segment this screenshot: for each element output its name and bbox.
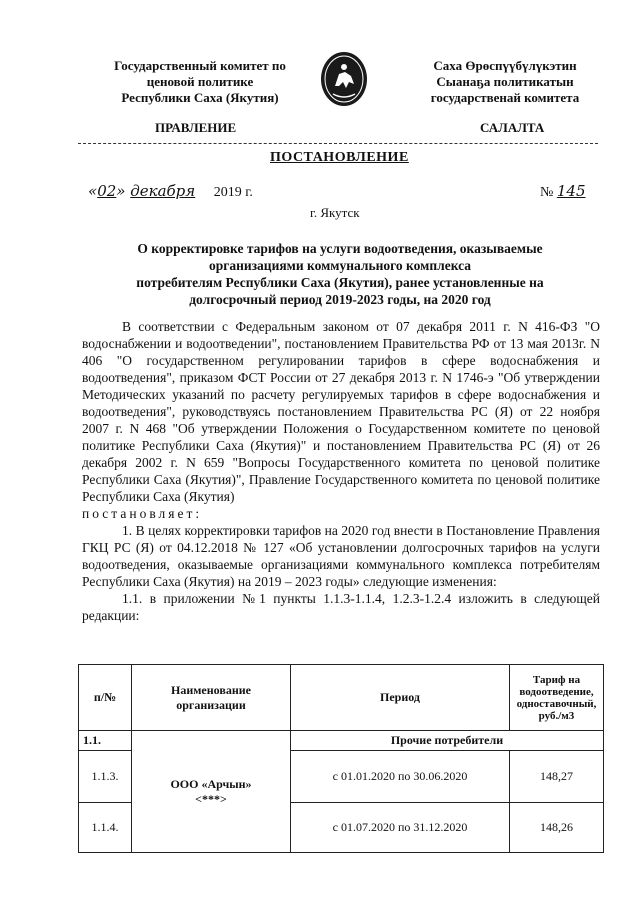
tariff-table <box>78 664 604 853</box>
header-org: Наименование организации <box>132 665 291 731</box>
row-period: с 01.07.2020 по 31.12.2020 <box>291 803 510 853</box>
section-num: 1.1. <box>79 731 132 751</box>
header-left-line: Республики Саха (Якутия) <box>121 90 279 105</box>
header-right <box>405 58 605 106</box>
header-right-body: САЛАЛТА <box>480 120 545 135</box>
doc-date: «02» декабря 2019 г. <box>88 182 253 200</box>
subject-line: О корректировке тарифов на услуги водоотведения, оказываемые <box>137 241 543 256</box>
subject-line: организациями коммунального комплекса <box>208 258 472 273</box>
subject-line: потребителям Республики Саха (Якутия), ранее установленные на <box>136 275 544 290</box>
row-period: с 01.01.2020 по 30.06.2020 <box>291 751 510 803</box>
doc-body <box>82 318 600 624</box>
date-month: декабря <box>130 182 196 200</box>
header-left-line: Государственный комитет по <box>114 58 286 73</box>
header-right-line: Сыанаҕа политикатын <box>436 74 574 89</box>
item-1-paragraph: 1. В целях корректировки тарифов на 2020 год внести в Постановление Правления ГКЦ РС (Я) от 04.12.2018 № 127 «Об установлении долгосрочных тарифов на услуги водоотведения, оказываемые организациями коммунального комплекса потребителям Республики Саха (Якутия) на 2019 – 2023 годы» следующие изменения: <box>82 523 600 589</box>
emblem-seal <box>319 50 369 108</box>
row-tariff: 148,26 <box>510 803 604 853</box>
org-cell <box>132 731 291 853</box>
item-1-1-paragraph: 1.1. в приложении №1 пункты 1.1.3-1.1.4, 1.2.3-1.2.4 изложить в следующей редакции: <box>82 591 600 623</box>
date-day: 02 <box>97 182 117 200</box>
header-left-line: ценовой политике <box>146 74 254 89</box>
row-num: 1.1.4. <box>79 803 132 853</box>
number-value: 145 <box>556 182 586 200</box>
table-header-row <box>79 665 604 731</box>
subject-line: долгосрочный период 2019-2023 годы, на 2020 год <box>189 292 491 307</box>
preamble-paragraph: В соответствии с Федеральным законом от 07 декабря 2011 г. N 416-ФЗ "О водоснабжении и водоотведении", постановлением Правительства РФ от 13 мая 2013г. N 406 "О государственном регулировании тарифов в сфере водоснабжения и водоотведения", приказом ФСТ России от 27 декабря 2013 г. N 1746-э "Об утверждении Методических указаний по расчету регулируемых тарифов в сфере водоснабжения и водоотведения", руководствуясь постановлением Правительства РС (Я) от 22 ноября 2007 г. N 468 "Об утверждении Положения о Государственном комитете по ценовой политике Республики Саха (Якутия)" и постановлением Правительства РС (Я) от 26 декабря 2002 г. N 659 "Вопросы Государственного комитета по ценовой политике Республики Саха (Якутия)", Правление Государственного комитета по ценовой политике Республики Саха (Якутия) <box>82 319 600 504</box>
header-left <box>100 58 300 106</box>
row-num: 1.1.3. <box>79 751 132 803</box>
header-left-body: ПРАВЛЕНИЕ <box>155 120 237 135</box>
header-divider <box>78 143 598 144</box>
header-right-line: Саха Өрөспүүбүлүкэтин <box>433 58 577 73</box>
org-note: <***> <box>195 791 227 806</box>
date-year: 2019 г. <box>213 185 253 200</box>
doc-number <box>540 182 586 201</box>
header-num: п/№ <box>79 665 132 731</box>
header-tariff: Тариф на водоотведение, одноставочный, руб./м3 <box>510 665 604 731</box>
number-prefix: № <box>540 185 554 200</box>
org-name: ООО «Арчын» <box>170 776 252 791</box>
doc-title: ПОСТАНОВЛЕНИЕ <box>270 150 409 165</box>
resolves-text: постановляет: <box>82 506 203 521</box>
doc-city: г. Якутск <box>310 205 360 220</box>
header-right-line: государственай комитета <box>430 90 580 105</box>
doc-subject <box>95 240 585 308</box>
row-tariff: 148,27 <box>510 751 604 803</box>
table-section-row <box>79 731 604 751</box>
header-period: Период <box>291 665 510 731</box>
section-label: Прочие потребители <box>291 731 604 751</box>
